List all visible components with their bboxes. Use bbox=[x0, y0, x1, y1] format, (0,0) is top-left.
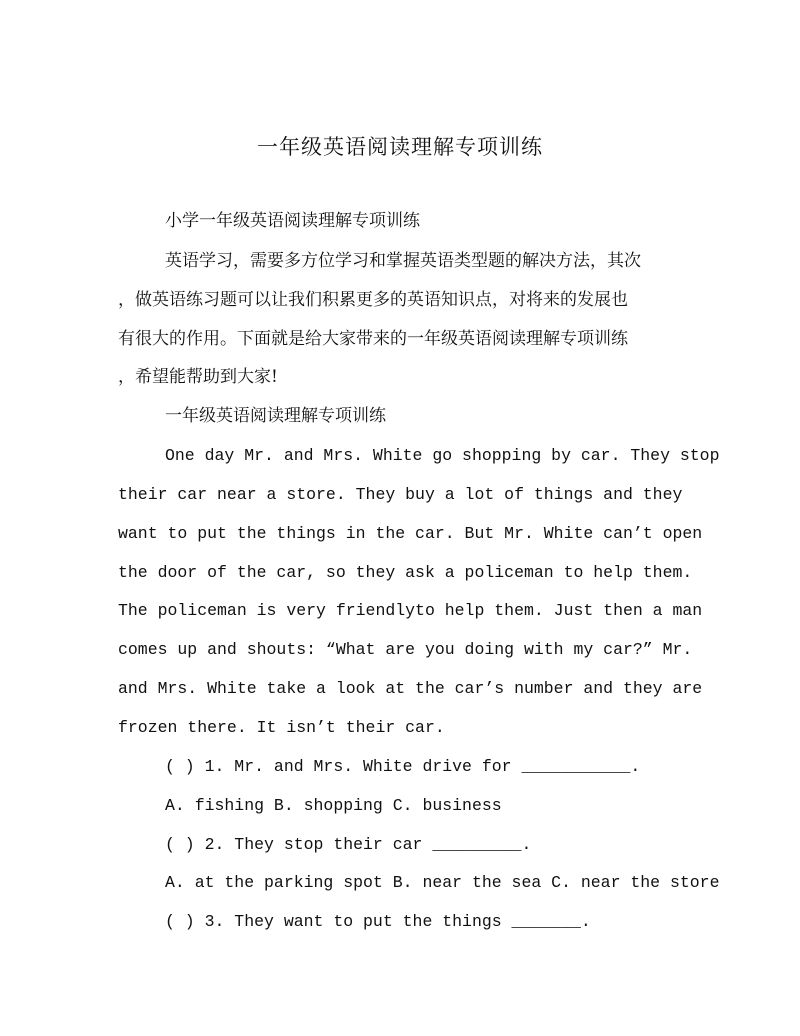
intro-line-4: ，希望能帮助到大家! bbox=[118, 367, 278, 387]
passage-line-3: want to put the things in the car. But Mr. White can’t open bbox=[118, 524, 703, 543]
passage-line-7: and Mrs. White take a look at the car’s number and they are bbox=[118, 679, 703, 698]
passage-line-8: frozen there. It isn’t their car. bbox=[118, 718, 445, 737]
passage-line-6: comes up and shouts: “What are you doing with my car?” Mr. bbox=[118, 640, 693, 659]
passage-line-4: the door of the car, so they ask a policeman to help them. bbox=[118, 563, 693, 582]
intro-line-3: 有很大的作用。下面就是给大家带来的一年级英语阅读理解专项训练 bbox=[118, 329, 628, 349]
passage-line-2: their car near a store. They buy a lot of things and they bbox=[118, 485, 683, 504]
intro-line-2: ，做英语练习题可以让我们积累更多的英语知识点，对将来的发展也 bbox=[118, 290, 628, 310]
section-heading: 一年级英语阅读理解专项训练 bbox=[165, 406, 386, 426]
question-2-options: A. at the parking spot B. near the sea C. near the store bbox=[165, 873, 720, 892]
question-2: ( ) 2. They stop their car _________. bbox=[165, 835, 532, 854]
question-3: ( ) 3. They want to put the things _______. bbox=[165, 912, 591, 931]
document-subtitle: 小学一年级英语阅读理解专项训练 bbox=[165, 211, 420, 231]
intro-line-1: 英语学习，需要多方位学习和掌握英语类型题的解决方法，其次 bbox=[165, 251, 641, 271]
question-1-options: A. fishing B. shopping C. business bbox=[165, 796, 502, 815]
passage-line-1: One day Mr. and Mrs. White go shopping by car. They stop bbox=[165, 446, 720, 465]
document-title: 一年级英语阅读理解专项训练 bbox=[257, 135, 543, 159]
passage-line-5: The policeman is very friendlyto help them. Just then a man bbox=[118, 601, 703, 620]
question-1: ( ) 1. Mr. and Mrs. White drive for ___________. bbox=[165, 757, 641, 776]
